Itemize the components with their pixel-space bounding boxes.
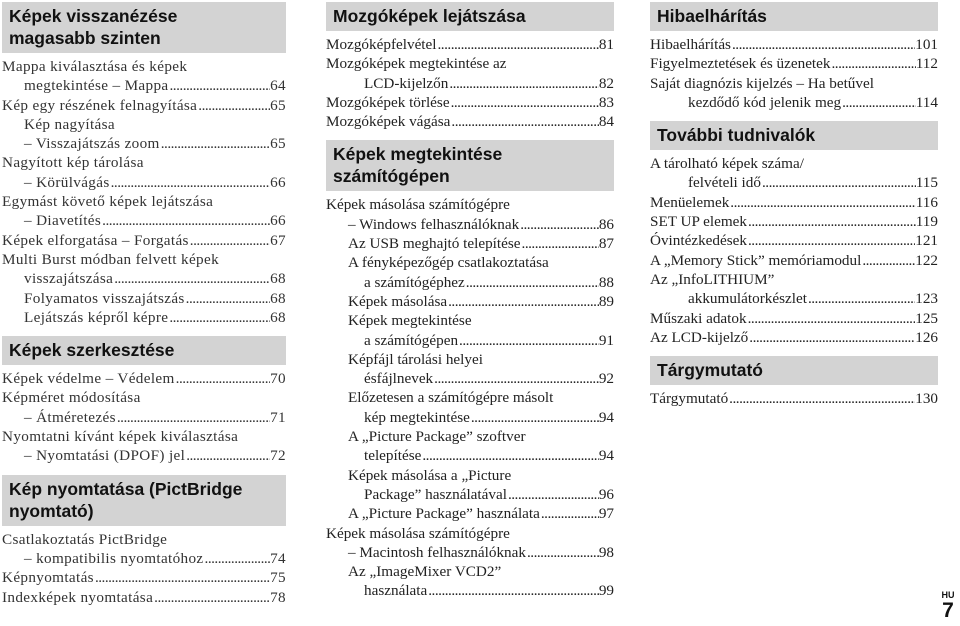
toc-entry[interactable]	[2, 568, 286, 587]
dot-leader	[185, 289, 270, 308]
dot-leader	[175, 369, 270, 388]
toc-entry-list	[2, 57, 286, 327]
toc-page-number: 122	[915, 251, 938, 269]
toc-entry-text: Mozgóképfelvétel	[326, 36, 437, 53]
dot-leader	[447, 292, 599, 311]
toc-entry[interactable]	[650, 193, 938, 212]
dot-leader	[169, 76, 271, 95]
toc-entry-text: Kép egy részének felnagyítása	[2, 96, 198, 114]
toc-entry-line	[326, 350, 614, 369]
toc-entry-line	[326, 524, 614, 543]
toc-entry-line	[326, 446, 614, 465]
toc-entry[interactable]	[2, 588, 286, 607]
toc-entry-text: Az „InfoLITHIUM”	[650, 270, 775, 288]
toc-entry[interactable]	[326, 524, 614, 563]
toc-entry[interactable]	[2, 153, 286, 192]
toc-page-number: 78	[270, 588, 286, 606]
dot-leader	[116, 408, 270, 427]
dot-leader	[507, 485, 599, 504]
dot-leader	[450, 93, 599, 112]
toc-entry-line	[326, 408, 614, 427]
toc-entry-text: Az LCD-kijelző	[650, 328, 749, 346]
toc-entry-text: A tárolható képek száma/	[650, 155, 804, 173]
toc-page-number: 96	[598, 485, 614, 503]
dot-leader	[540, 504, 599, 523]
dot-leader	[747, 309, 916, 328]
section-heading-line: Képek szerkesztése	[9, 340, 175, 361]
toc-entry-line	[326, 112, 614, 131]
toc-entry-list	[650, 35, 938, 112]
toc-entry[interactable]	[650, 35, 938, 54]
toc-entry-line	[650, 212, 938, 231]
dot-leader	[433, 369, 599, 388]
toc-entry-line	[650, 193, 938, 212]
toc-entry-text: – Windows felhasználóknak	[348, 215, 520, 233]
toc-entry-line	[326, 581, 614, 600]
toc-page-number: 94	[598, 447, 614, 465]
dot-leader	[761, 173, 916, 192]
toc-page-number: 101	[915, 36, 938, 53]
toc-entry-text: Képméret módosítása	[2, 389, 141, 407]
toc-entry[interactable]	[650, 251, 938, 270]
toc-entry-line	[2, 408, 286, 427]
toc-page-number: 98	[598, 543, 614, 561]
toc-page-number: 81	[598, 36, 614, 53]
dot-leader	[526, 543, 599, 562]
toc-entry[interactable]	[650, 231, 938, 250]
toc-entry[interactable]	[326, 388, 614, 427]
section-heading	[2, 336, 286, 365]
toc-page-number: 72	[270, 447, 286, 465]
dot-leader	[748, 328, 915, 347]
toc-entry-text: Mozgóképek vágása	[326, 113, 451, 131]
section-heading-line: Tárgymutató	[657, 360, 763, 381]
section-heading-line: Képek visszanézése	[9, 6, 178, 26]
section-heading-line: nyomtató)	[9, 500, 94, 521]
dot-leader	[204, 549, 271, 568]
toc-entry-text: Hibaelhárítás	[650, 36, 731, 53]
toc-entry-text: Nyomtatni kívánt képek kiválasztása	[2, 428, 239, 446]
dot-leader	[458, 331, 599, 350]
section-heading	[650, 356, 938, 385]
dot-leader	[465, 273, 599, 292]
toc-entry-text: A „Memory Stick” memóriamodul	[650, 251, 862, 269]
toc-entry-text: Képfájl tárolási helyei	[348, 350, 483, 368]
toc-entry-line	[2, 211, 286, 230]
toc-page-number: 86	[598, 215, 614, 233]
toc-entry-text: Az USB meghajtó telepítése	[348, 235, 521, 253]
toc-entry[interactable]	[2, 192, 286, 231]
toc-entry[interactable]	[650, 389, 938, 408]
toc-entry-text: ésfájlnevek	[364, 370, 434, 388]
toc-entry-line	[326, 543, 614, 562]
toc-entry[interactable]	[326, 234, 614, 253]
toc-entry-text: Saját diagnózis kijelzés – Ha betűvel	[650, 74, 874, 92]
toc-entry-list	[650, 389, 938, 408]
toc-entry-text: a számítógéphez	[364, 273, 465, 291]
toc-page-number: 68	[270, 270, 286, 288]
toc-page-number: 66	[270, 173, 286, 191]
toc-entry[interactable]	[326, 311, 614, 350]
toc-entry-line	[326, 234, 614, 253]
toc-entry-text: Képek másolása számítógépre	[326, 196, 510, 214]
toc-column-1	[2, 2, 286, 613]
toc-entry-text: Képek elforgatása – Forgatás	[2, 231, 189, 249]
toc-entry-line	[2, 57, 286, 76]
toc-entry-line	[326, 273, 614, 292]
dot-leader	[189, 231, 270, 250]
toc-entry-text: felvételi idő	[688, 174, 761, 192]
dot-leader	[731, 35, 915, 54]
dot-leader	[421, 446, 598, 465]
toc-entry[interactable]	[326, 504, 614, 523]
toc-entry-line	[326, 485, 614, 504]
toc-entry-text: LCD-kijelzőn	[364, 74, 449, 92]
toc-entry[interactable]	[326, 195, 614, 234]
toc-entry-text: Figyelmeztetések és üzenetek	[650, 55, 831, 73]
toc-entry[interactable]	[2, 388, 286, 427]
toc-entry-text: Package” használatával	[364, 485, 507, 503]
page-number: 7	[942, 599, 954, 622]
toc-entry-line	[2, 308, 286, 327]
toc-entry[interactable]	[326, 112, 614, 131]
toc-entry-line	[326, 74, 614, 93]
toc-entry[interactable]	[326, 35, 614, 54]
toc-entry-text: Mozgóképek törlése	[326, 93, 450, 111]
toc-entry-line	[650, 289, 938, 308]
section-heading	[326, 140, 614, 191]
toc-page-number: 70	[270, 370, 286, 388]
toc-entry-line	[326, 504, 614, 523]
toc-entry-line	[2, 388, 286, 407]
toc-entry-line	[2, 173, 286, 192]
toc-entry-line	[650, 74, 938, 93]
toc-entry-line	[650, 328, 938, 347]
language-code: HU	[941, 590, 955, 600]
toc-column-3	[650, 2, 938, 414]
toc-entry-text: Multi Burst módban felvett képek	[2, 250, 220, 268]
toc-entry-text: – Diavetítés	[24, 212, 102, 230]
toc-page-number: 87	[598, 235, 614, 253]
toc-entry-line	[326, 369, 614, 388]
toc-entry-line	[326, 215, 614, 234]
toc-entry-line	[650, 309, 938, 328]
section-heading-line: magasabb szinten	[9, 28, 161, 48]
dot-leader	[470, 408, 599, 427]
dot-leader	[168, 308, 270, 327]
toc-entry-list	[2, 369, 286, 465]
toc-entry-text: Az „ImageMixer VCD2”	[348, 563, 502, 581]
toc-entry[interactable]	[326, 562, 614, 601]
toc-column-2	[326, 2, 614, 607]
toc-page-number: 89	[598, 292, 614, 310]
section-heading-line: Képek megtekintése	[333, 144, 503, 165]
toc-entry-text: Képek védelme – Védelem	[2, 370, 175, 388]
toc-page-number: 112	[915, 55, 938, 73]
dot-leader	[729, 193, 915, 212]
toc-entry-line	[326, 388, 614, 407]
toc-page-number: 64	[270, 77, 286, 95]
toc-page-number: 114	[915, 93, 938, 111]
toc-entry[interactable]	[2, 369, 286, 388]
toc-page-number: 99	[598, 582, 614, 600]
toc-entry-text: Kép nagyítása	[24, 115, 116, 133]
dot-leader	[101, 211, 270, 230]
toc-entry-text: kép megtekintése	[364, 408, 470, 426]
dot-leader	[110, 173, 271, 192]
toc-entry-text: Mappa kiválasztása és képek	[2, 58, 188, 75]
toc-entry-line	[326, 466, 614, 485]
toc-page-number: 94	[598, 408, 614, 426]
toc-entry[interactable]	[650, 309, 938, 328]
toc-page-number: 123	[915, 290, 938, 308]
toc-entry-text: Tárgymutató	[650, 390, 729, 408]
toc-entry-text: – Nyomtatási (DPOF) jel	[24, 447, 186, 465]
toc-entry-line	[650, 35, 938, 54]
toc-entry-line	[2, 231, 286, 250]
section-heading	[326, 2, 614, 31]
section-heading	[2, 475, 286, 526]
toc-entry-line	[650, 154, 938, 173]
toc-entry[interactable]	[326, 350, 614, 389]
toc-entry-text: Csatlakoztatás PictBridge	[2, 530, 168, 548]
toc-entry[interactable]	[326, 54, 614, 93]
section-heading	[650, 2, 938, 31]
toc-entry[interactable]	[650, 270, 938, 309]
dot-leader	[728, 389, 915, 408]
dot-leader	[841, 93, 916, 112]
toc-entry-text: – Visszajátszás zoom	[24, 135, 160, 153]
toc-entry-line	[2, 269, 286, 288]
toc-page-number: 121	[915, 232, 938, 250]
toc-entry-text: – Macintosh felhasználóknak	[348, 543, 526, 561]
dot-leader	[448, 74, 598, 93]
toc-entry[interactable]	[326, 93, 614, 112]
toc-entry-text: Lejátszás képről képre	[24, 308, 169, 326]
section-heading-line: számítógépen	[333, 166, 450, 187]
toc-entry-line	[2, 568, 286, 587]
dot-leader	[153, 588, 270, 607]
section-heading-line: Kép nyomtatása (PictBridge	[9, 478, 243, 499]
toc-entry-line	[326, 331, 614, 350]
toc-entry[interactable]	[650, 212, 938, 231]
toc-entry-text: Indexképek nyomtatása	[2, 588, 154, 606]
section-heading	[2, 2, 286, 53]
toc-page-number: 74	[270, 549, 286, 567]
toc-entry-text: A „Picture Package” szoftver	[348, 428, 526, 446]
toc-entry-text: Képek másolása számítógépre	[326, 524, 510, 542]
dot-leader	[160, 134, 270, 153]
toc-entry-line	[326, 93, 614, 112]
toc-entry-line	[2, 153, 286, 172]
toc-entry-text: Mozgóképek megtekintése az	[326, 55, 507, 73]
dot-leader	[197, 96, 270, 115]
toc-entry-text: A „Picture Package” használata	[348, 505, 540, 523]
toc-entry-line	[326, 253, 614, 272]
toc-page-number: 65	[270, 96, 286, 114]
toc-entry-line	[326, 311, 614, 330]
toc-page-number: 116	[915, 193, 938, 211]
toc-entry-line	[650, 93, 938, 112]
toc-entry-line	[650, 389, 938, 408]
toc-page-number: 88	[598, 273, 614, 291]
dot-leader	[437, 35, 599, 54]
toc-entry-line	[2, 588, 286, 607]
toc-entry[interactable]	[2, 115, 286, 154]
toc-entry-text: Képek másolása	[348, 292, 448, 310]
toc-entry-line	[2, 134, 286, 153]
toc-entry-line	[326, 562, 614, 581]
toc-page-number: 130	[915, 390, 938, 408]
section-heading-line: További tudnivalók	[657, 125, 816, 146]
toc-entry[interactable]	[2, 250, 286, 289]
toc-entry-line	[326, 35, 614, 54]
toc-entry-text: Folyamatos visszajátszás	[24, 289, 185, 307]
dot-leader	[861, 251, 915, 270]
toc-entry-text: – Körülvágás	[24, 173, 110, 191]
toc-entry-text: Előzetesen a számítógépre másolt	[348, 389, 554, 407]
toc-entry[interactable]	[650, 74, 938, 113]
dot-leader	[747, 231, 915, 250]
toc-entry-text: SET UP elemek	[650, 213, 748, 231]
toc-entry-text: Képek megtekintése	[348, 312, 472, 330]
section-heading-line: Mozgóképek lejátszása	[333, 6, 526, 26]
toc-entry-line	[2, 76, 286, 95]
toc-page-number: 71	[270, 408, 286, 426]
toc-entry-line	[2, 427, 286, 446]
toc-page-number: 82	[598, 74, 614, 92]
toc-page-number: 91	[598, 331, 614, 349]
toc-page-number: 68	[270, 308, 286, 326]
toc-entry-line	[2, 115, 286, 134]
toc-entry-text: Képnyomtatás	[2, 569, 94, 587]
toc-entry-text: Óvintézkedések	[650, 232, 747, 250]
toc-entry-text: visszajátszása	[24, 270, 114, 288]
toc-entry[interactable]	[650, 54, 938, 73]
toc-page-number: 97	[598, 505, 614, 523]
dot-leader	[807, 289, 915, 308]
toc-entry[interactable]	[650, 154, 938, 193]
toc-entry[interactable]	[2, 308, 286, 327]
toc-entry-list	[2, 530, 286, 607]
toc-entry[interactable]	[2, 96, 286, 115]
toc-entry-list	[326, 35, 614, 131]
dot-leader	[521, 234, 599, 253]
toc-entry[interactable]	[2, 530, 286, 569]
toc-page-number: 84	[598, 113, 614, 131]
toc-entry-list	[326, 195, 614, 600]
dot-leader	[747, 212, 916, 231]
toc-page-number: 125	[915, 309, 938, 327]
dot-leader	[113, 269, 270, 288]
toc-entry[interactable]	[326, 292, 614, 311]
dot-leader	[450, 112, 598, 131]
toc-entry-line	[326, 195, 614, 214]
toc-entry[interactable]	[2, 289, 286, 308]
toc-entry-text: a számítógépen	[364, 331, 459, 349]
toc-entry[interactable]	[2, 427, 286, 466]
toc-entry-line	[2, 369, 286, 388]
toc-entry-line	[326, 54, 614, 73]
toc-entry-line	[650, 270, 938, 289]
toc-page-number: 65	[270, 135, 286, 153]
toc-entry-line	[326, 427, 614, 446]
toc-entry-line	[650, 251, 938, 270]
toc-entry[interactable]	[326, 466, 614, 505]
toc-entry-text: akkumulátorkészlet	[688, 290, 807, 308]
toc-entry-text: telepítése	[364, 447, 422, 465]
toc-entry-text: Egymást követő képek lejátszása	[2, 193, 214, 211]
section-heading-line: Hibaelhárítás	[657, 6, 767, 26]
toc-page-number: 119	[915, 213, 938, 231]
toc-page-number: 75	[270, 569, 286, 587]
toc-page-number: 83	[598, 93, 614, 111]
page-number-badge	[937, 590, 959, 622]
toc-entry-line	[2, 250, 286, 269]
toc-entry-text: – Átméretezés	[24, 408, 116, 426]
toc-entry-text: Nagyított kép tárolása	[2, 154, 144, 172]
toc-page-number: 92	[598, 370, 614, 388]
toc-entry-line	[2, 446, 286, 465]
toc-entry-text: A fényképezőgép csatlakoztatása	[348, 254, 549, 272]
toc-entry-text: Menüelemek	[650, 193, 730, 211]
dot-leader	[94, 568, 270, 587]
section-heading	[650, 121, 938, 150]
toc-entry-line	[2, 530, 286, 549]
toc-entry[interactable]	[2, 57, 286, 96]
toc-entry-text: Képek másolása a „Picture	[348, 466, 512, 484]
toc-entry-text: használata	[364, 582, 428, 600]
toc-page-number: 67	[270, 231, 286, 249]
toc-entry[interactable]	[650, 328, 938, 347]
toc-entry[interactable]	[2, 231, 286, 250]
toc-page-number: 115	[915, 174, 938, 192]
toc-entry-line	[650, 54, 938, 73]
dot-leader	[519, 215, 599, 234]
toc-entry[interactable]	[326, 253, 614, 292]
toc-entry-line	[2, 192, 286, 211]
dot-leader	[831, 54, 916, 73]
dot-leader	[427, 581, 599, 600]
toc-entry-line	[2, 549, 286, 568]
toc-page-number: 66	[270, 212, 286, 230]
toc-entry-text: – kompatibilis nyomtatóhoz	[24, 549, 204, 567]
toc-entry-line	[2, 289, 286, 308]
toc-entry-line	[650, 173, 938, 192]
dot-leader	[185, 446, 270, 465]
toc-entry-text: kezdődő kód jelenik meg	[688, 93, 842, 111]
toc-entry-line	[650, 231, 938, 250]
toc-entry-text: megtekintése – Mappa	[24, 77, 169, 95]
toc-entry-line	[326, 292, 614, 311]
toc-page-number: 126	[915, 328, 938, 346]
toc-entry-line	[2, 96, 286, 115]
toc-page-number: 68	[270, 289, 286, 307]
toc-entry[interactable]	[326, 427, 614, 466]
toc-entry-list	[650, 154, 938, 347]
toc-entry-text: Műszaki adatok	[650, 309, 747, 327]
